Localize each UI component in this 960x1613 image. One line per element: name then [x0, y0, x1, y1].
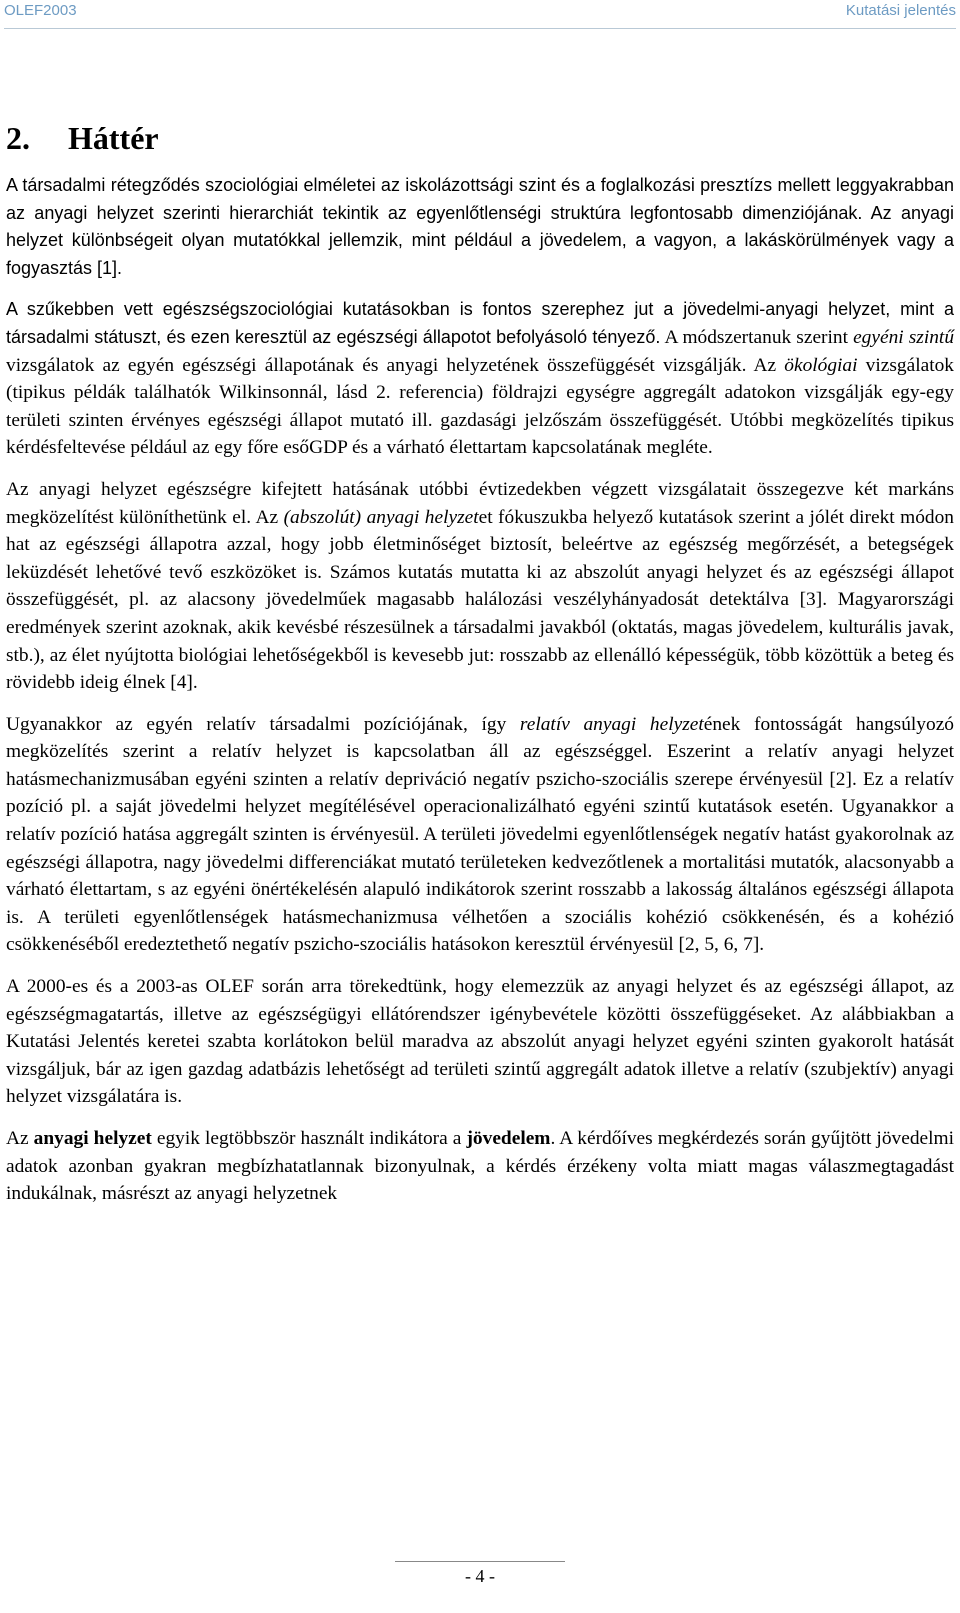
paragraph-4	[6, 711, 954, 959]
paragraph-6-text-c: egyik legtöbbször használt indikátora a	[151, 1128, 467, 1149]
page-header	[4, 0, 956, 29]
paragraph-3-italic-absolute: (abszolút) anyagi helyzet	[283, 506, 479, 528]
paragraph-2-text-d: vizsgálatok az egyén egészségi állapotának és anyagi helyzetének összefüggését vizsgálják. Az	[6, 354, 785, 376]
paragraph-6-text-a: Az	[6, 1128, 34, 1149]
paragraph-5	[6, 973, 954, 1111]
paragraph-4-italic-relative: relatív anyagi helyzet	[519, 713, 704, 735]
paragraph-1-text: A társadalmi rétegződés szociológiai elméletei az iskolázottsági szint és a foglalkozási presztízs mellett leggyakrabban az anyagi helyzet szerinti hierarchiát tekintik az egyenlőtlenségi struktúra legfontosabb dimenziójának. Az anyagi helyzet különbségeit olyan mutatókkal jellemzik, mint például a jövedelem, a vagyon, a lakáskörülmények vagy a fogyasztás [1].	[6, 175, 954, 278]
paragraph-2-italic-ecological: ökológiai	[784, 354, 858, 376]
paragraph-6-bold-financial-status: anyagi helyzet	[33, 1128, 152, 1149]
header-document-name: OLEF2003	[4, 2, 77, 19]
paragraph-6	[6, 1125, 954, 1208]
footer-divider	[395, 1561, 565, 1562]
paragraph-1	[6, 172, 954, 282]
paragraph-2	[6, 296, 954, 462]
section-heading	[6, 118, 954, 158]
document-body	[6, 118, 954, 1222]
header-document-type: Kutatási jelentés	[845, 2, 956, 19]
paragraph-3-text-a: Az anyagi helyzet egészségre kifejtett hatásának utóbbi évtizedekben végzett vizsgálatait összegezve két markáns megközelítést különíthetünk el. Az	[6, 478, 954, 528]
paragraph-6-text-e: . A kérdőíves megkérdezés során gyűjtött jövedelmi adatok azonban gyakran megbízhatatlannak bizonyulnak, a kérdés érzékeny volta miatt magas válaszmegtagadást indukálnak, másrészt az anyagi helyzetnek	[6, 1128, 954, 1205]
paragraph-3-text-c: et fókuszukba helyező kutatások szerint a jólét direkt módon hat az egészségi állapotra azzal, hogy jobb életminőséget biztosít, beleértve az egészség megőrzését, a betegségek leküzdését lehetővé tevő eszközöket is. Számos kutatás mutatta ki az abszolút anyagi helyzet és az egészségi állapot összefüggését, pl. az alacsony jövedelműek magasabb halálozási veszélyhányadosát detektálva [3]. Magyarországi eredmények szerint azoknak, akik kevésbé részesülnek a társadalmi javakból (oktatás, magas jövedelem, kulturális javak, stb.), az élet nyújtotta biológiai lehetőségekből is kevesebb jut: rosszabb az ellenálló képességük, több közöttük a beteg és rövidebb ideig élnek [4].	[6, 506, 954, 694]
section-number: 2.	[6, 120, 30, 156]
paragraph-5-text: A 2000-es és a 2003-as OLEF során arra törekedtünk, hogy elemezzük az anyagi helyzet és az egészségi állapot, az egészségmagatartás, illetve az egészségügyi ellátórendszer igénybevétele közötti összefüggéseket. Az alábbiakban a Kutatási Jelentés keretei szabta korlátokon belül maradva az abszolút anyagi helyzet egyéni szinten gyakorolt hatását vizsgáljuk, bár az igen gazdag adatbázis lehetőségt ad területi szintű aggregált adatok illetve a relatív (szubjektív) anyagi helyzet vizsgálatára is.	[6, 976, 954, 1108]
paragraph-2-text-b: A módszertanuk szerint	[660, 326, 854, 348]
paragraph-4-text-a: Ugyanakkor az egyén relatív társadalmi pozíciójának, így	[6, 713, 520, 735]
paragraph-6-bold-income: jövedelem	[466, 1128, 551, 1149]
page-number: - 4 -	[465, 1566, 495, 1586]
paragraph-2-sans-text: A szűkebben vett egészségszociológiai kutatásokban is fontos szerephez jut a jövedelmi-anyagi helyzet, mint a társadalmi státuszt, és ezen keresztül az egészségi állapotot befolyásoló tényező.	[6, 299, 954, 347]
section-title: Háttér	[68, 120, 159, 156]
paragraph-2-italic-individual: egyéni szintű	[853, 326, 955, 348]
paragraph-3	[6, 476, 954, 697]
paragraph-2-text-f: vizsgálatok (tipikus példák találhatók Wilkinsonnál, lásd 2. referencia) földrajzi egységre aggregált adatokon vizsgálják egy-egy területi szinten érvényes egészségi állapot mutató ill. gazdasági jelzőszám összefüggését. Utóbbi megközelítés tipikus kérdésfeltevése például az egy főre esőGDP és a várható élettartam kapcsolatának megléte.	[6, 354, 954, 459]
paragraph-4-text-c: ének fontosságát hangsúlyozó megközelítés szerint a relatív helyzet is kapcsolatban áll az egészséggel. Eszerint a relatív anyagi helyzet hatásmechanizmusában egyéni szinten a relatív depriváció negatív pszicho-szociális szerepe érvényesül [2]. Ez a relatív pozíció pl. a saját jövedelmi helyzet megítélésével operacionalizálható egyéni szintű kutatások esetén. Ugyanakkor a relatív pozíció hatása aggregált szinten is érvényesül. A területi jövedelmi egyenlőtlenségek negatív hatást gyakorolnak az egészségi állapotra, nagy jövedelmi differenciákat mutató területeken kedvezőtlenek a mortalitási mutatók, alacsonyabb a várható élettartam, s az egyéni önértékelésén alapuló indikátorok szerint rosszabb a lakosság általános egészségi állapota is. A területi egyenlőtlenségek hatásmechanizmusa vélhetően a szociális kohézió csökkenésén, és a kohézió csökkenéséből eredeztethető negatív pszicho-szociális hatásokon keresztül érvényesül [2, 5, 6, 7].	[6, 713, 954, 956]
